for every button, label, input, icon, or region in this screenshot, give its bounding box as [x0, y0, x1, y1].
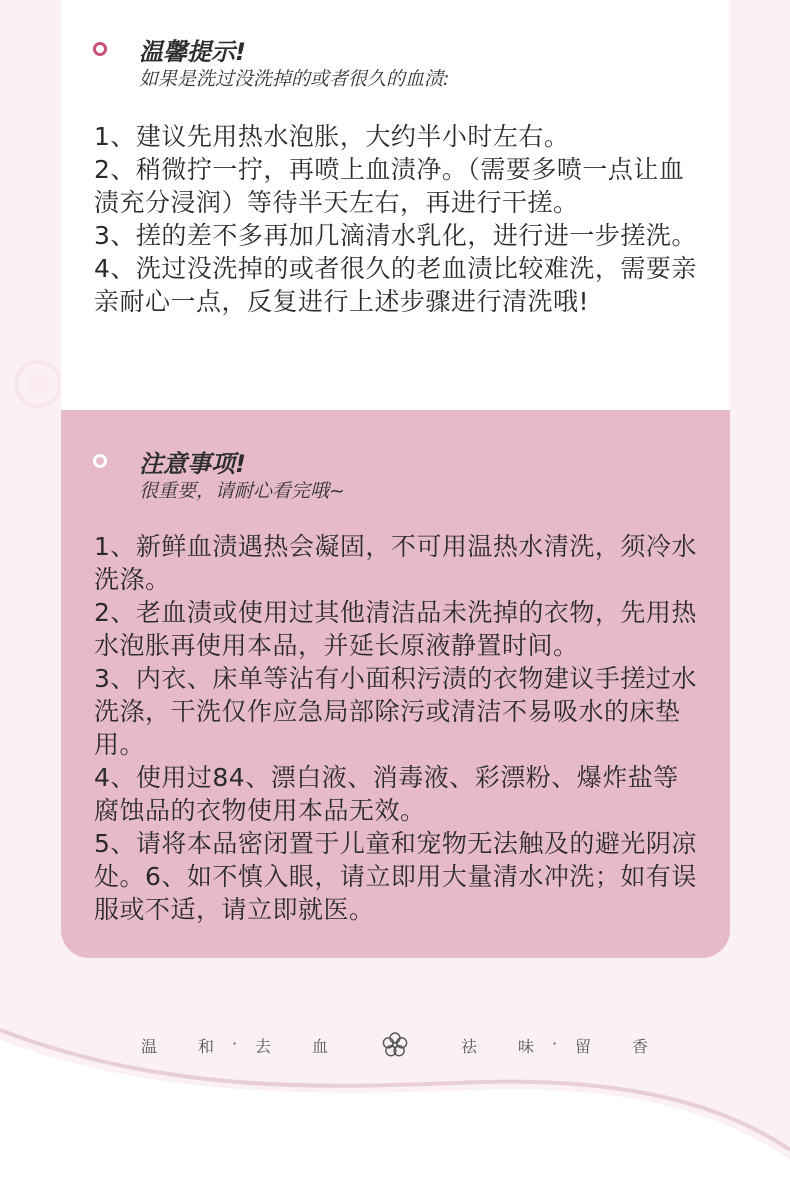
slogan-char: 温 [141, 1037, 158, 1056]
notice-card [61, 410, 730, 958]
list-item: 4、洗过没洗掉的或者很久的老血渍比较难洗，需要亲亲耐心一点，反复进行上述步骤进行清洗哦! [94, 254, 697, 316]
slogan-char: · [552, 1034, 558, 1053]
tip-list [94, 120, 704, 318]
list-item: 1、建议先用热水泡胀，大约半小时左右。 [94, 122, 570, 151]
list-item: 4、使用过84、漂白液、消毒液、彩漂粉、爆炸盐等腐蚀品的衣物使用本品无效。 [94, 763, 679, 825]
circle-bullet-icon [93, 454, 107, 468]
list-item: 2、老血渍或使用过其他清洁品未洗掉的衣物，先用热水泡胀再使用本品，并延长原液静置时间。 [94, 598, 697, 660]
tip-subtitle: 如果是洗过没洗掉的或者很久的血渍: [139, 68, 450, 90]
list-item: 1、新鲜血渍遇热会凝固，不可用温热水清洗，须冷水洗涤。 [94, 532, 697, 594]
list-item: 3、搓的差不多再加几滴清水乳化，进行进一步搓洗。 [94, 221, 697, 250]
tip-card [61, 0, 730, 410]
notice-title: 注意事项! [139, 450, 246, 478]
notice-list [94, 530, 704, 926]
circle-bullet-icon [93, 42, 107, 56]
slogan-char: 香 [632, 1037, 649, 1056]
list-item: 2、稍微拧一拧，再喷上血渍净。（需要多喷一点让血渍充分浸润）等待半天左右，再进行干搓。 [94, 155, 685, 217]
slogan-char: 去 [255, 1037, 272, 1056]
list-item: 5、请将本品密闭置于儿童和宠物无法触及的避光阴凉处。6、如不慎入眼，请立即用大量清水冲洗；如有误服或不适，请立即就医。 [94, 829, 697, 924]
slogan-char: 祛 [461, 1037, 478, 1056]
slogan-char: · [232, 1034, 238, 1053]
flower-icon [381, 1031, 409, 1059]
tip-title: 温馨提示! [139, 38, 246, 66]
slogan-char: 和 [198, 1037, 215, 1056]
list-item: 3、内衣、床单等沾有小面积污渍的衣物建议手搓过水洗涤，干洗仅作应急局部除污或清洁不易吸水的床垫用。 [94, 664, 697, 759]
slogan-char: 留 [575, 1037, 592, 1056]
slogan-char: 血 [312, 1037, 329, 1056]
notice-subtitle: 很重要，请耐心看完哦~ [139, 480, 345, 502]
tip-header [93, 36, 693, 96]
slogan-char: 味 [518, 1037, 535, 1056]
notice-header [93, 448, 693, 508]
